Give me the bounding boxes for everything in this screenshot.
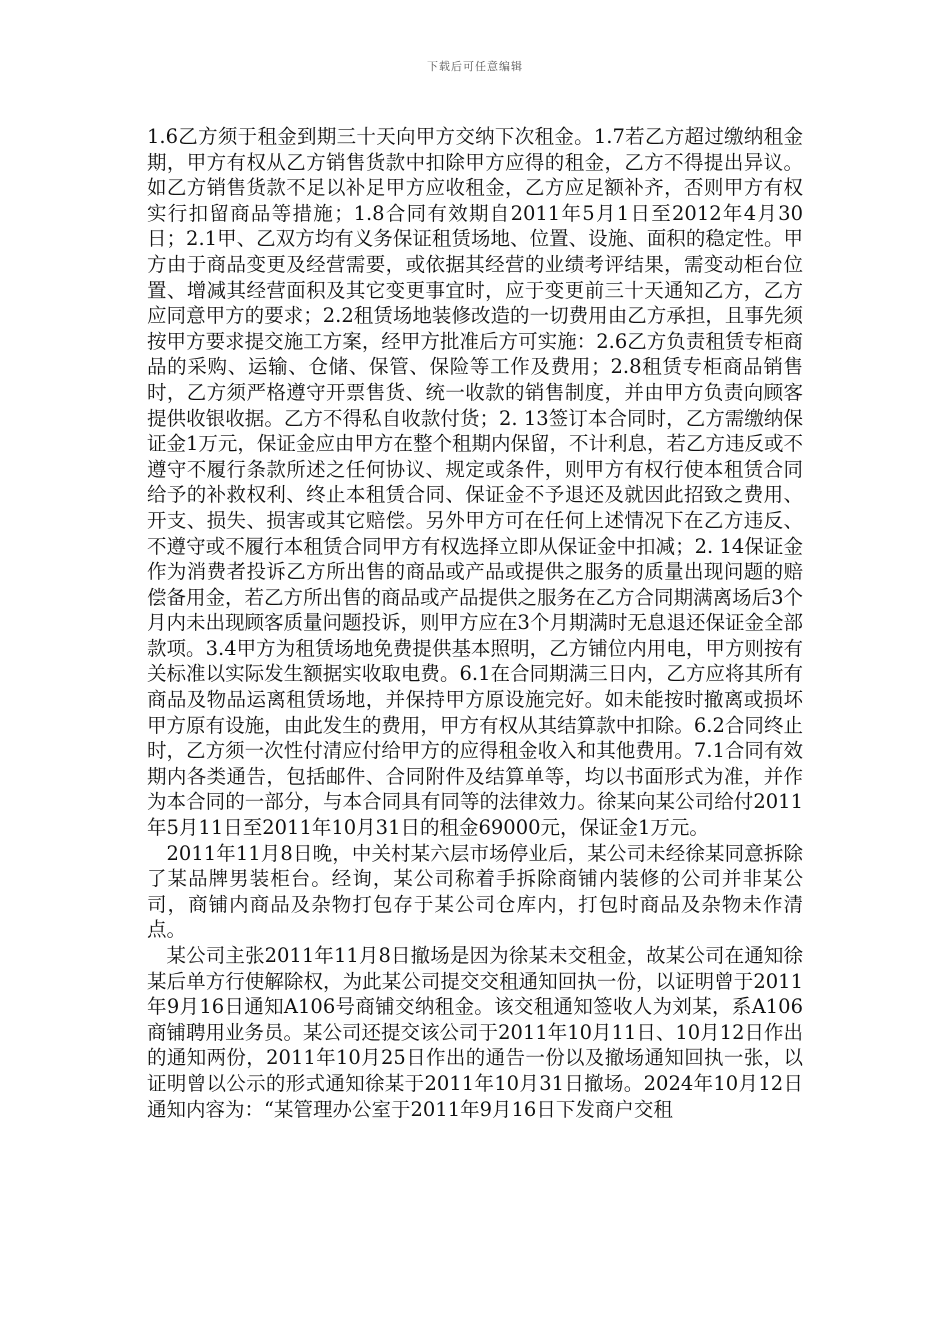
paragraph-1: 1.6乙方须于租金到期三十天向甲方交纳下次租金。1.7若乙方超过缴纳租金期，甲方有权从乙方销售货款中扣除甲方应得的租金，乙方不得提出异议。如乙方销售货款不足以补足甲方应收租金，乙方应足额补齐，否则甲方有权实行扣留商品等措施；1.8合同有效期自2011年5月1日至2012年4月30日；2.1甲、乙双方均有义务保证租赁场地、位置、设施、面积的稳定性。甲方由于商品变更及经营需要，或依据其经营的业绩考评结果，需变动柜台位置、增减其经营面积及其它变更事宜时，应于变更前三十天通知乙方，乙方应同意甲方的要求；2.2租赁场地装修改造的一切费用由乙方承担，且事先须按甲方要求提交施工方案，经甲方批准后方可实施：2.6乙方负责租赁专柜商品的采购、运输、仓储、保管、保险等工作及费用；2.8租赁专柜商品销售时，乙方须严格遵守开票售货、统一收款的销售制度，并由甲方负责向顾客提供收银收据。乙方不得私自收款付货；2. 13签订本合同时，乙方需缴纳保证金1万元，保证金应由甲方在整个租期内保留，不计利息，若乙方违反或不遵守不履行条款所述之任何协议、规定或条件，则甲方有权行使本租赁合同给予的补救权利、终止本租赁合同、保证金不予退还及就因此招致之费用、开支、损失、损害或其它赔偿。另外甲方可在任何上述情况下在乙方违反、不遵守或不履行本租赁合同甲方有权选择立即从保证金中扣减；2. 14保证金作为消费者投诉乙方所出售的商品或产品或提供之服务的质量出现问题的赔偿备用金，若乙方所出售的商品或产品提供之服务在乙方合同期满离场后3个月内未出现顾客质量问题投诉，则甲方应在3个月期满时无息退还保证金全部款项。3.4甲方为租赁场地免费提供基本照明，乙方铺位内用电，甲方则按有关标准以实际发生额据实收取电费。6.1在合同期满三日内，乙方应将其所有商品及物品运离租赁场地，并保持甲方原设施完好。如未能按时撤离或损坏甲方原有设施，由此发生的费用，甲方有权从其结算款中扣除。6.2合同终止时，乙方须一次性付清应付给甲方的应得租金收入和其他费用。7.1合同有效期内各类通告，包括邮件、合同附件及结算单等，均以书面形式为准，并作为本合同的一部分，与本合同具有同等的法律效力。徐某向某公司给付2011年5月11日至2011年10月31日的租金69000元，保证金1万元。 xyxy=(147,125,803,840)
paragraph-3: 某公司主张2011年11月8日撤场是因为徐某未交租金，故某公司在通知徐某后单方行使解除权，为此某公司提交交租通知回执一份，以证明曾于2011年9月16日通知A106号商铺交纳租金。该交租通知签收人为刘某，系A106商铺聘用业务员。某公司还提交该公司于2011年10月11日、10月12日作出的通知两份，2011年10月25日作出的通告一份以及撤场通知回执一张，以证明曾以公示的形式通知徐某于2011年10月31日撤场。2024年10月12日通知内容为：“某管理办公室于2011年9月16日下发商户交租 xyxy=(147,944,803,1121)
header-note: 下载后可任意编辑 xyxy=(427,60,523,73)
paragraph-2: 2011年11月8日晚，中关村某六层市场停业后，某公司未经徐某同意拆除了某品牌男装柜台。经询，某公司称着手拆除商铺内装修的公司并非某公司，商铺内商品及杂物打包存于某公司仓库内，打包时商品及杂物未作清点。 xyxy=(147,841,803,942)
document-body xyxy=(147,124,803,1122)
